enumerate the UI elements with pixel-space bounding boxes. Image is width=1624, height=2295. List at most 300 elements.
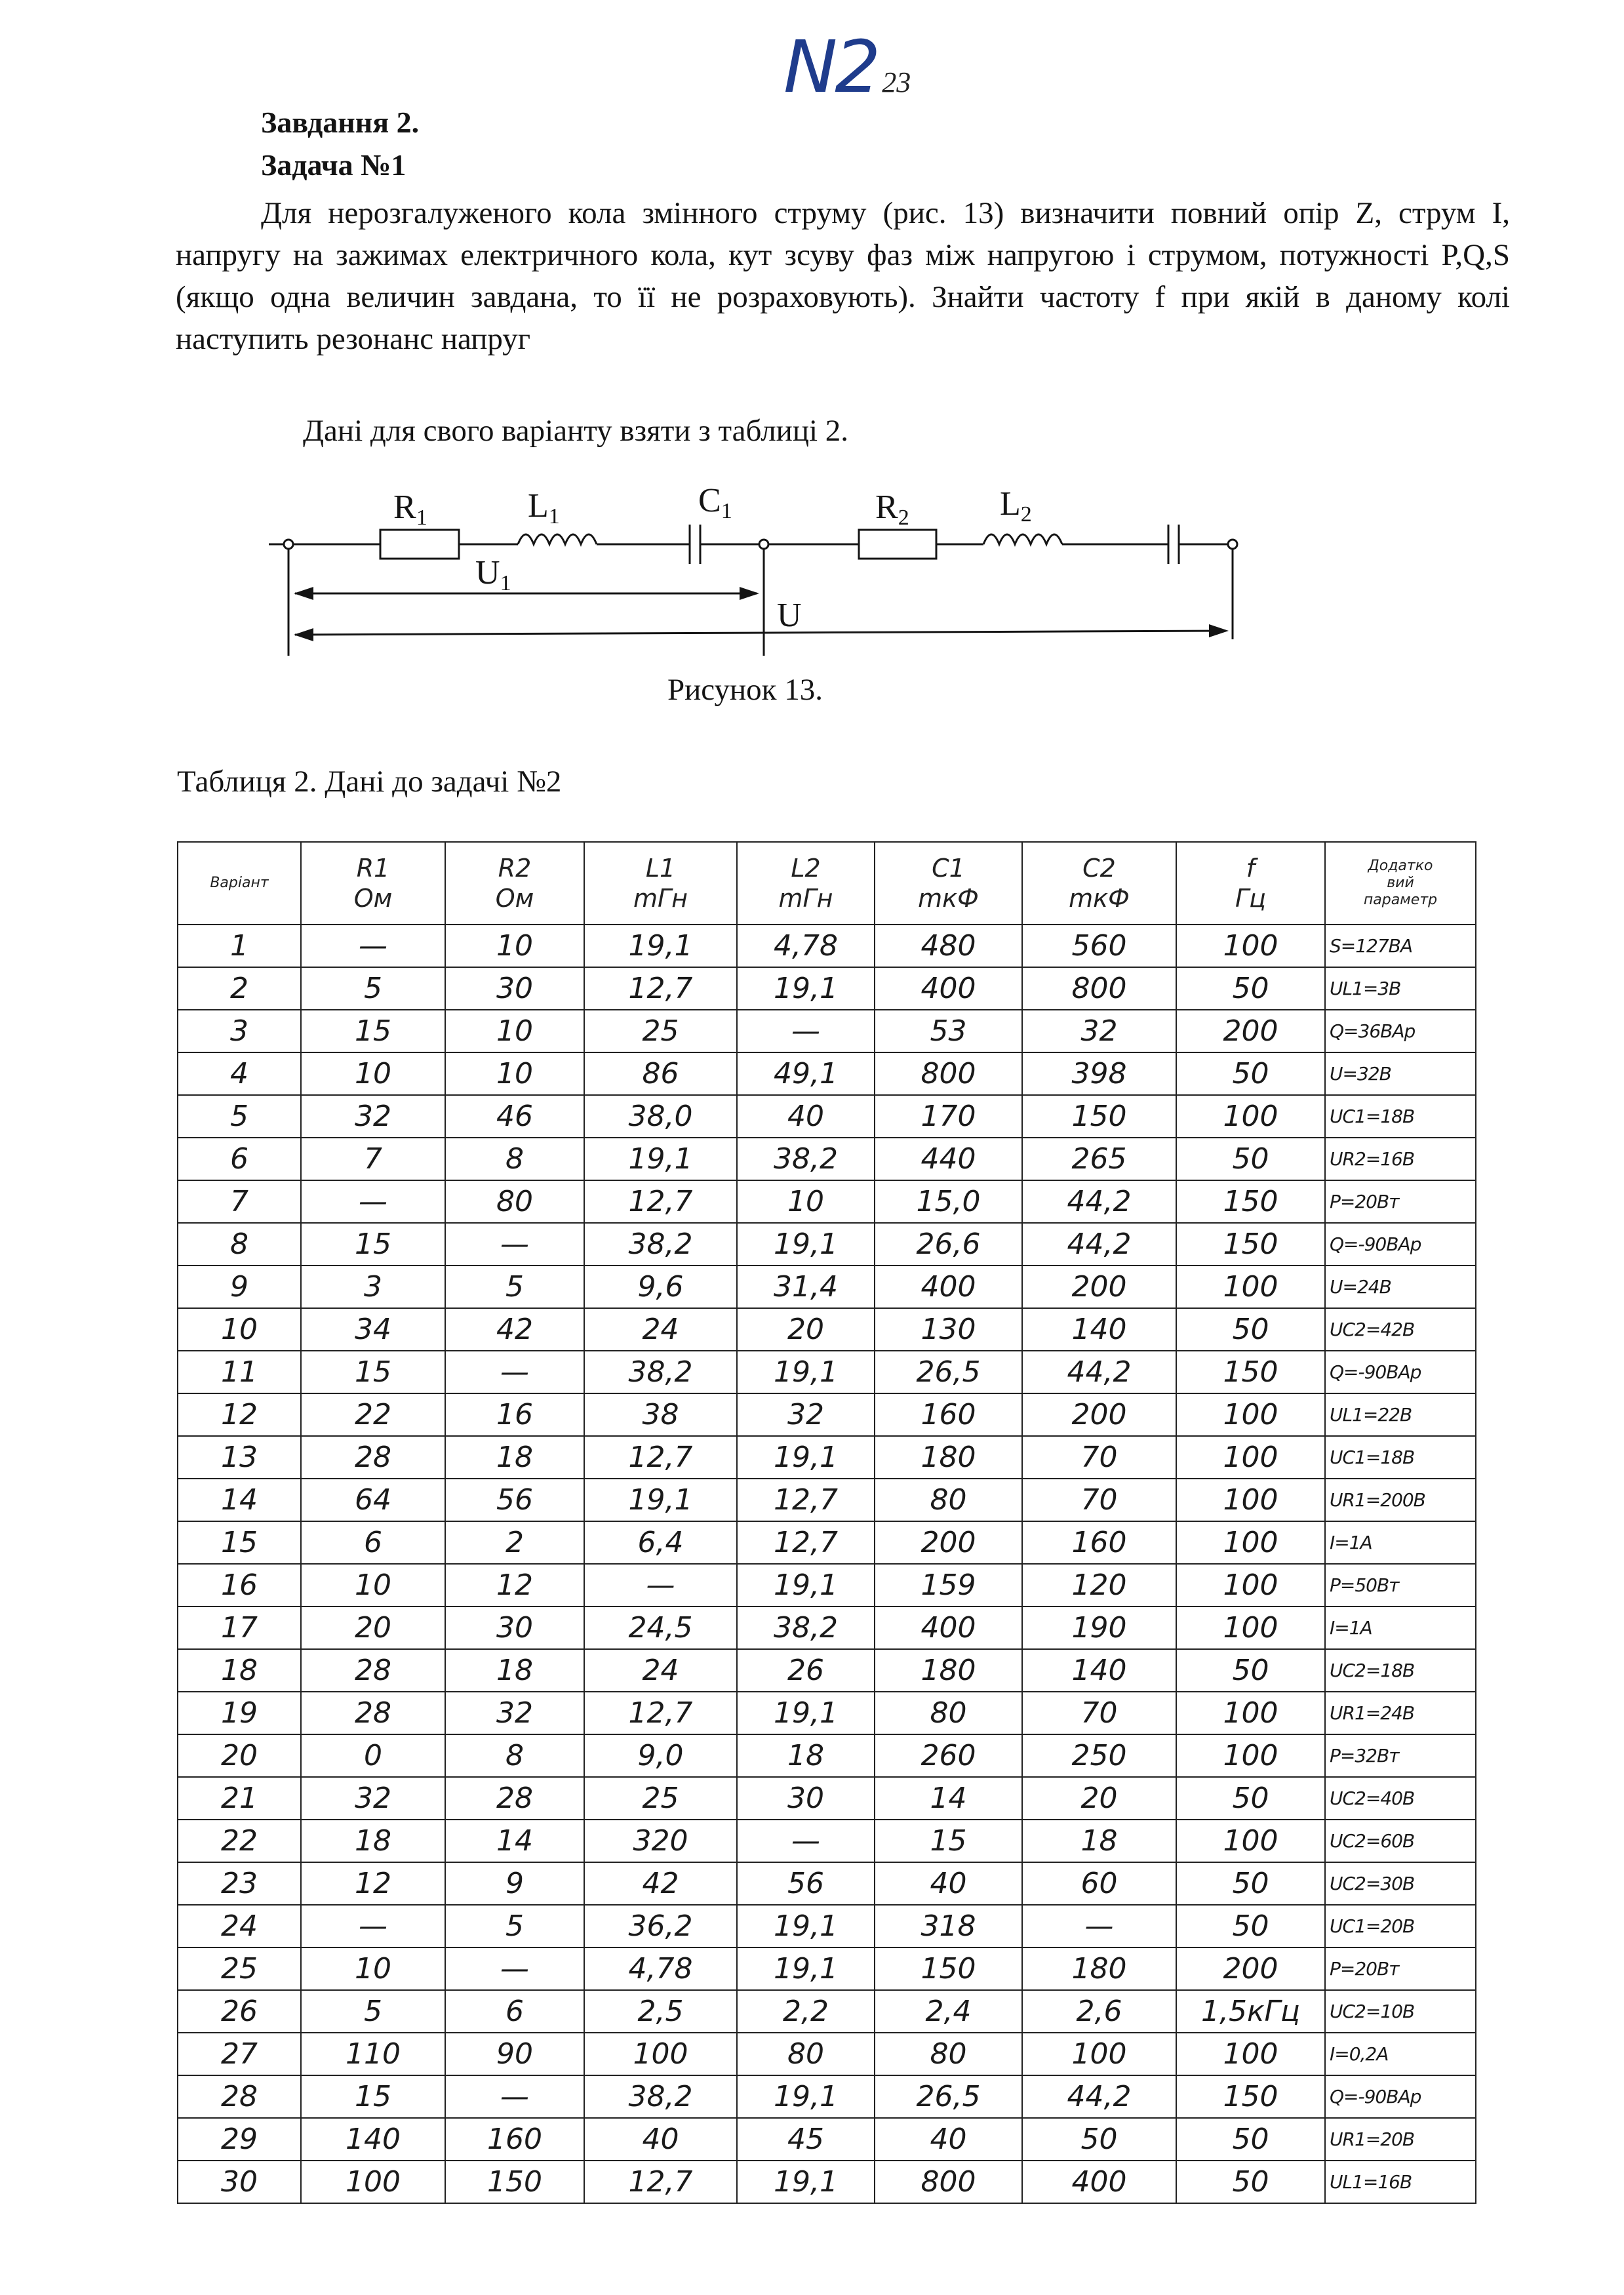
cell-r2: 14 — [445, 1820, 584, 1862]
cell-l2: 32 — [737, 1393, 875, 1436]
cell-frequency: 50 — [1176, 2161, 1325, 2203]
cell-frequency: 100 — [1176, 1095, 1325, 1138]
cell-frequency: 100 — [1176, 1820, 1325, 1862]
cell-r1: 100 — [301, 2161, 445, 2203]
cell-r2: 9 — [445, 1862, 584, 1905]
header-c1: C1 mкФ — [875, 842, 1022, 925]
cell-frequency: 50 — [1176, 1308, 1325, 1351]
cell-r2: — — [445, 1351, 584, 1393]
cell-frequency: 200 — [1176, 1947, 1325, 1990]
table-row — [178, 1393, 1476, 1436]
cell-c2: 44,2 — [1022, 1351, 1176, 1393]
cell-r2: 5 — [445, 1266, 584, 1308]
cell-variant: 1 — [178, 925, 301, 967]
cell-l2: 19,1 — [737, 1436, 875, 1479]
cell-l2: 49,1 — [737, 1052, 875, 1095]
cell-frequency: 50 — [1176, 1777, 1325, 1820]
cell-r2: 56 — [445, 1479, 584, 1521]
cell-extra-parameter: UL1=3В — [1325, 967, 1476, 1010]
label-l2: L2 — [1000, 485, 1032, 527]
cell-extra-parameter: I=1А — [1325, 1606, 1476, 1649]
cell-extra-parameter: Q=-90ВАр — [1325, 2075, 1476, 2118]
cell-extra-parameter: UR1=20В — [1325, 2118, 1476, 2161]
label-u: U — [777, 597, 802, 634]
cell-c2: 560 — [1022, 925, 1176, 967]
cell-extra-parameter: UR1=200В — [1325, 1479, 1476, 1521]
cell-l1: 2,5 — [584, 1990, 737, 2033]
cell-r2: 18 — [445, 1436, 584, 1479]
cell-c2: 190 — [1022, 1606, 1176, 1649]
cell-l2: 19,1 — [737, 1905, 875, 1947]
cell-extra-parameter: UC2=40В — [1325, 1777, 1476, 1820]
cell-r2: 12 — [445, 1564, 584, 1606]
cell-c1: 80 — [875, 1479, 1022, 1521]
label-c1: C1 — [698, 482, 732, 523]
cell-c1: 400 — [875, 967, 1022, 1010]
cell-extra-parameter: UC1=18В — [1325, 1095, 1476, 1138]
cell-c1: 130 — [875, 1308, 1022, 1351]
cell-l2: 38,2 — [737, 1138, 875, 1180]
cell-l2: 20 — [737, 1308, 875, 1351]
cell-variant: 25 — [178, 1947, 301, 1990]
cell-extra-parameter: UC2=18В — [1325, 1649, 1476, 1692]
table-row — [178, 1138, 1476, 1180]
table-row — [178, 1947, 1476, 1990]
label-l1: L1 — [528, 487, 560, 529]
table-row — [178, 1862, 1476, 1905]
cell-c1: 400 — [875, 1606, 1022, 1649]
cell-frequency: 100 — [1176, 1393, 1325, 1436]
cell-c2: 180 — [1022, 1947, 1176, 1990]
cell-l2: 19,1 — [737, 1351, 875, 1393]
cell-r1: 15 — [301, 1223, 445, 1266]
cell-l2: 26 — [737, 1649, 875, 1692]
cell-l2: 56 — [737, 1862, 875, 1905]
table-row — [178, 1436, 1476, 1479]
cell-l1: 38,2 — [584, 1223, 737, 1266]
cell-r1: 140 — [301, 2118, 445, 2161]
cell-extra-parameter: P=20Вт — [1325, 1180, 1476, 1223]
cell-extra-parameter: UL1=16В — [1325, 2161, 1476, 2203]
cell-l1: 25 — [584, 1010, 737, 1052]
cell-variant: 12 — [178, 1393, 301, 1436]
table-row — [178, 1734, 1476, 1777]
cell-r2: 150 — [445, 2161, 584, 2203]
data-note: Дані для свого варіанту взяти з таблиці 2. — [303, 414, 849, 448]
cell-frequency: 1,5кГц — [1176, 1990, 1325, 2033]
table-row — [178, 1180, 1476, 1223]
cell-c1: 160 — [875, 1393, 1022, 1436]
cell-r2: 8 — [445, 1734, 584, 1777]
table-header-row — [178, 842, 1476, 925]
cell-r1: 7 — [301, 1138, 445, 1180]
cell-r1: 6 — [301, 1521, 445, 1564]
cell-c1: 260 — [875, 1734, 1022, 1777]
cell-l2: 12,7 — [737, 1521, 875, 1564]
cell-c2: 2,6 — [1022, 1990, 1176, 2033]
header-l1: L1 mГн — [584, 842, 737, 925]
cell-c1: 2,4 — [875, 1990, 1022, 2033]
table-row — [178, 1010, 1476, 1052]
table-title: Таблиця 2. Дані до задачі №2 — [177, 765, 562, 799]
cell-frequency: 100 — [1176, 1692, 1325, 1734]
cell-c1: 400 — [875, 1266, 1022, 1308]
cell-l1: 9,6 — [584, 1266, 737, 1308]
cell-r1: — — [301, 925, 445, 967]
cell-c1: 15 — [875, 1820, 1022, 1862]
cell-l2: 4,78 — [737, 925, 875, 967]
table-row — [178, 1564, 1476, 1606]
cell-extra-parameter: P=20Вт — [1325, 1947, 1476, 1990]
cell-c1: 180 — [875, 1436, 1022, 1479]
cell-c1: 480 — [875, 925, 1022, 967]
cell-l1: 320 — [584, 1820, 737, 1862]
cell-extra-parameter: UC1=20В — [1325, 1905, 1476, 1947]
cell-l2: 12,7 — [737, 1479, 875, 1521]
cell-c2: 250 — [1022, 1734, 1176, 1777]
cell-extra-parameter: Q=36ВАр — [1325, 1010, 1476, 1052]
cell-l2: 19,1 — [737, 967, 875, 1010]
header-c2: C2 mкФ — [1022, 842, 1176, 925]
cell-extra-parameter: I=0,2А — [1325, 2033, 1476, 2075]
cell-l1: 25 — [584, 1777, 737, 1820]
cell-variant: 5 — [178, 1095, 301, 1138]
cell-c2: 265 — [1022, 1138, 1176, 1180]
cell-r2: 30 — [445, 967, 584, 1010]
cell-frequency: 150 — [1176, 2075, 1325, 2118]
cell-variant: 9 — [178, 1266, 301, 1308]
table-row — [178, 2075, 1476, 2118]
cell-extra-parameter: UC2=42В — [1325, 1308, 1476, 1351]
cell-extra-parameter: UL1=22В — [1325, 1393, 1476, 1436]
cell-c2: 44,2 — [1022, 1223, 1176, 1266]
cell-l1: 12,7 — [584, 2161, 737, 2203]
cell-l1: 42 — [584, 1862, 737, 1905]
cell-c1: 26,5 — [875, 1351, 1022, 1393]
cell-r1: 5 — [301, 1990, 445, 2033]
cell-r1: 10 — [301, 1947, 445, 1990]
cell-r1: 12 — [301, 1862, 445, 1905]
table-row — [178, 1606, 1476, 1649]
cell-variant: 13 — [178, 1436, 301, 1479]
cell-r2: 32 — [445, 1692, 584, 1734]
cell-l1: 19,1 — [584, 1479, 737, 1521]
cell-r1: 0 — [301, 1734, 445, 1777]
table-row — [178, 2161, 1476, 2203]
cell-c2: 120 — [1022, 1564, 1176, 1606]
table-row — [178, 1905, 1476, 1947]
cell-l2: 38,2 — [737, 1606, 875, 1649]
figure-caption: Рисунок 13. — [667, 673, 823, 707]
header-l2: L2 mГн — [737, 842, 875, 925]
cell-r1: — — [301, 1180, 445, 1223]
cell-l1: 100 — [584, 2033, 737, 2075]
cell-r2: 42 — [445, 1308, 584, 1351]
cell-frequency: 200 — [1176, 1010, 1325, 1052]
cell-l1: 36,2 — [584, 1905, 737, 1947]
cell-extra-parameter: P=32Вт — [1325, 1734, 1476, 1777]
cell-r1: 28 — [301, 1436, 445, 1479]
cell-variant: 3 — [178, 1010, 301, 1052]
cell-extra-parameter: UR1=24В — [1325, 1692, 1476, 1734]
cell-extra-parameter: UC2=60В — [1325, 1820, 1476, 1862]
cell-c2: 70 — [1022, 1436, 1176, 1479]
cell-c1: 180 — [875, 1649, 1022, 1692]
table-row — [178, 2118, 1476, 2161]
cell-c1: 170 — [875, 1095, 1022, 1138]
cell-extra-parameter: U=24В — [1325, 1266, 1476, 1308]
cell-frequency: 50 — [1176, 1862, 1325, 1905]
cell-variant: 19 — [178, 1692, 301, 1734]
cell-l1: 86 — [584, 1052, 737, 1095]
cell-variant: 8 — [178, 1223, 301, 1266]
header-frequency: f Гц — [1176, 842, 1325, 925]
cell-l1: 12,7 — [584, 1180, 737, 1223]
page-number-mark: N2 23 — [783, 25, 911, 109]
cell-c2: 50 — [1022, 2118, 1176, 2161]
cell-extra-parameter: S=127ВА — [1325, 925, 1476, 967]
cell-c2: 44,2 — [1022, 2075, 1176, 2118]
cell-c1: 318 — [875, 1905, 1022, 1947]
cell-c2: 200 — [1022, 1393, 1176, 1436]
inductor-l2 — [983, 534, 1062, 544]
cell-r1: 10 — [301, 1564, 445, 1606]
cell-l2: 31,4 — [737, 1266, 875, 1308]
table-row — [178, 1777, 1476, 1820]
cell-variant: 27 — [178, 2033, 301, 2075]
table-row — [178, 1521, 1476, 1564]
table-row — [178, 1223, 1476, 1266]
cell-r1: 34 — [301, 1308, 445, 1351]
cell-c1: 150 — [875, 1947, 1022, 1990]
cell-r2: 2 — [445, 1521, 584, 1564]
cell-variant: 17 — [178, 1606, 301, 1649]
cell-c2: 70 — [1022, 1692, 1176, 1734]
cell-frequency: 100 — [1176, 1266, 1325, 1308]
cell-r2: 160 — [445, 2118, 584, 2161]
cell-l1: 24,5 — [584, 1606, 737, 1649]
cell-l1: 38 — [584, 1393, 737, 1436]
cell-c2: 398 — [1022, 1052, 1176, 1095]
header-extra-parameter: Додатко вий параметр — [1325, 842, 1476, 925]
cell-r2: 10 — [445, 925, 584, 967]
cell-frequency: 50 — [1176, 1649, 1325, 1692]
table-row — [178, 1308, 1476, 1351]
cell-variant: 6 — [178, 1138, 301, 1180]
cell-c1: 159 — [875, 1564, 1022, 1606]
cell-variant: 18 — [178, 1649, 301, 1692]
cell-frequency: 100 — [1176, 1606, 1325, 1649]
cell-l2: 45 — [737, 2118, 875, 2161]
cell-l2: 19,1 — [737, 1692, 875, 1734]
cell-r1: 5 — [301, 967, 445, 1010]
cell-r1: 18 — [301, 1820, 445, 1862]
cell-c1: 80 — [875, 1692, 1022, 1734]
table-row — [178, 1095, 1476, 1138]
cell-variant: 23 — [178, 1862, 301, 1905]
cell-r1: 20 — [301, 1606, 445, 1649]
cell-r2: 5 — [445, 1905, 584, 1947]
cell-c1: 80 — [875, 2033, 1022, 2075]
cell-c1: 440 — [875, 1138, 1022, 1180]
cell-frequency: 50 — [1176, 1052, 1325, 1095]
label-r1: R1 — [393, 489, 427, 530]
cell-r2: — — [445, 2075, 584, 2118]
table-row — [178, 2033, 1476, 2075]
cell-c2: 44,2 — [1022, 1180, 1176, 1223]
cell-c2: 200 — [1022, 1266, 1176, 1308]
cell-l2: 10 — [737, 1180, 875, 1223]
label-u1: U1 — [475, 554, 511, 595]
cell-r1: 10 — [301, 1052, 445, 1095]
cell-r1: 32 — [301, 1777, 445, 1820]
cell-l1: — — [584, 1564, 737, 1606]
cell-variant: 16 — [178, 1564, 301, 1606]
cell-l2: 30 — [737, 1777, 875, 1820]
cell-extra-parameter: UC2=10В — [1325, 1990, 1476, 2033]
cell-variant: 21 — [178, 1777, 301, 1820]
cell-c1: 14 — [875, 1777, 1022, 1820]
header-r2: R2 Ом — [445, 842, 584, 925]
cell-frequency: 50 — [1176, 1138, 1325, 1180]
cell-frequency: 50 — [1176, 2118, 1325, 2161]
cell-r1: 28 — [301, 1692, 445, 1734]
cell-r1: 15 — [301, 2075, 445, 2118]
cell-c1: 800 — [875, 2161, 1022, 2203]
cell-variant: 7 — [178, 1180, 301, 1223]
resistor-r1 — [380, 530, 459, 559]
table-row — [178, 1351, 1476, 1393]
problem-statement: Для нерозгалуженого кола змінного струму (рис. 13) визначити повний опір Z, струм I, напругу на зажимах електричного кола, кут зсуву фаз між напругою і струмом, потужності P,Q,S (якщо одна величин завдана, то її не розраховують). Знайти частоту f при якій в даному колі наступить резонанс напруг — [176, 196, 1510, 356]
cell-l1: 12,7 — [584, 967, 737, 1010]
cell-c2: 140 — [1022, 1308, 1176, 1351]
task-heading: Задача №1 — [261, 148, 406, 182]
cell-variant: 26 — [178, 1990, 301, 2033]
cell-l1: 24 — [584, 1308, 737, 1351]
cell-variant: 10 — [178, 1308, 301, 1351]
cell-l1: 6,4 — [584, 1521, 737, 1564]
cell-r2: 28 — [445, 1777, 584, 1820]
cell-l1: 9,0 — [584, 1734, 737, 1777]
cell-l1: 24 — [584, 1649, 737, 1692]
cell-c2: 20 — [1022, 1777, 1176, 1820]
cell-r1: 15 — [301, 1351, 445, 1393]
table-row — [178, 967, 1476, 1010]
cell-extra-parameter: P=50Вт — [1325, 1564, 1476, 1606]
cell-r2: 90 — [445, 2033, 584, 2075]
cell-variant: 30 — [178, 2161, 301, 2203]
cell-l1: 38,2 — [584, 2075, 737, 2118]
cell-extra-parameter: Q=-90ВАр — [1325, 1223, 1476, 1266]
cell-extra-parameter: UC2=30В — [1325, 1862, 1476, 1905]
cell-variant: 14 — [178, 1479, 301, 1521]
cell-r2: 30 — [445, 1606, 584, 1649]
cell-r1: 15 — [301, 1010, 445, 1052]
cell-frequency: 100 — [1176, 1436, 1325, 1479]
cell-l2: — — [737, 1820, 875, 1862]
cell-r2: — — [445, 1947, 584, 1990]
cell-r2: 16 — [445, 1393, 584, 1436]
table-body — [178, 925, 1476, 2203]
cell-c2: 150 — [1022, 1095, 1176, 1138]
cell-c1: 15,0 — [875, 1180, 1022, 1223]
cell-r2: 6 — [445, 1990, 584, 2033]
circuit-diagram — [0, 459, 1624, 675]
cell-r2: — — [445, 1223, 584, 1266]
cell-c1: 800 — [875, 1052, 1022, 1095]
cell-r1: 32 — [301, 1095, 445, 1138]
cell-l2: 19,1 — [737, 1223, 875, 1266]
cell-variant: 29 — [178, 2118, 301, 2161]
cell-l2: 80 — [737, 2033, 875, 2075]
cell-l1: 12,7 — [584, 1692, 737, 1734]
cell-r1: 64 — [301, 1479, 445, 1521]
cell-variant: 11 — [178, 1351, 301, 1393]
cell-extra-parameter: UR2=16В — [1325, 1138, 1476, 1180]
cell-c2: 70 — [1022, 1479, 1176, 1521]
cell-r2: 10 — [445, 1010, 584, 1052]
inductor-l1 — [518, 534, 597, 544]
cell-l1: 38,2 — [584, 1351, 737, 1393]
table-row — [178, 1266, 1476, 1308]
cell-variant: 4 — [178, 1052, 301, 1095]
table-row — [178, 1820, 1476, 1862]
cell-frequency: 100 — [1176, 1564, 1325, 1606]
cell-frequency: 100 — [1176, 925, 1325, 967]
cell-l1: 4,78 — [584, 1947, 737, 1990]
cell-l1: 19,1 — [584, 925, 737, 967]
table-row — [178, 1692, 1476, 1734]
table-row — [178, 925, 1476, 967]
cell-c2: 100 — [1022, 2033, 1176, 2075]
cell-c2: 60 — [1022, 1862, 1176, 1905]
cell-extra-parameter: I=1А — [1325, 1521, 1476, 1564]
cell-c2: 400 — [1022, 2161, 1176, 2203]
cell-l2: 19,1 — [737, 2161, 875, 2203]
table-row — [178, 1479, 1476, 1521]
cell-c2: — — [1022, 1905, 1176, 1947]
resistor-r2 — [859, 530, 936, 559]
cell-c2: 140 — [1022, 1649, 1176, 1692]
header-r1: R1 Ом — [301, 842, 445, 925]
cell-c2: 160 — [1022, 1521, 1176, 1564]
cell-r1: 110 — [301, 2033, 445, 2075]
cell-r2: 8 — [445, 1138, 584, 1180]
cell-l2: 19,1 — [737, 1947, 875, 1990]
cell-l1: 40 — [584, 2118, 737, 2161]
cell-r2: 10 — [445, 1052, 584, 1095]
cell-variant: 20 — [178, 1734, 301, 1777]
cell-r2: 18 — [445, 1649, 584, 1692]
cell-l2: 19,1 — [737, 1564, 875, 1606]
cell-r2: 46 — [445, 1095, 584, 1138]
cell-frequency: 150 — [1176, 1223, 1325, 1266]
cell-r1: 3 — [301, 1266, 445, 1308]
cell-l2: — — [737, 1010, 875, 1052]
cell-c2: 18 — [1022, 1820, 1176, 1862]
cell-c1: 40 — [875, 1862, 1022, 1905]
table-row — [178, 1052, 1476, 1095]
cell-c1: 26,5 — [875, 2075, 1022, 2118]
cell-r2: 80 — [445, 1180, 584, 1223]
cell-c1: 40 — [875, 2118, 1022, 2161]
cell-extra-parameter: UC1=18В — [1325, 1436, 1476, 1479]
cell-frequency: 100 — [1176, 2033, 1325, 2075]
cell-variant: 24 — [178, 1905, 301, 1947]
cell-extra-parameter: Q=-90ВАр — [1325, 1351, 1476, 1393]
cell-l1: 19,1 — [584, 1138, 737, 1180]
cell-frequency: 50 — [1176, 967, 1325, 1010]
